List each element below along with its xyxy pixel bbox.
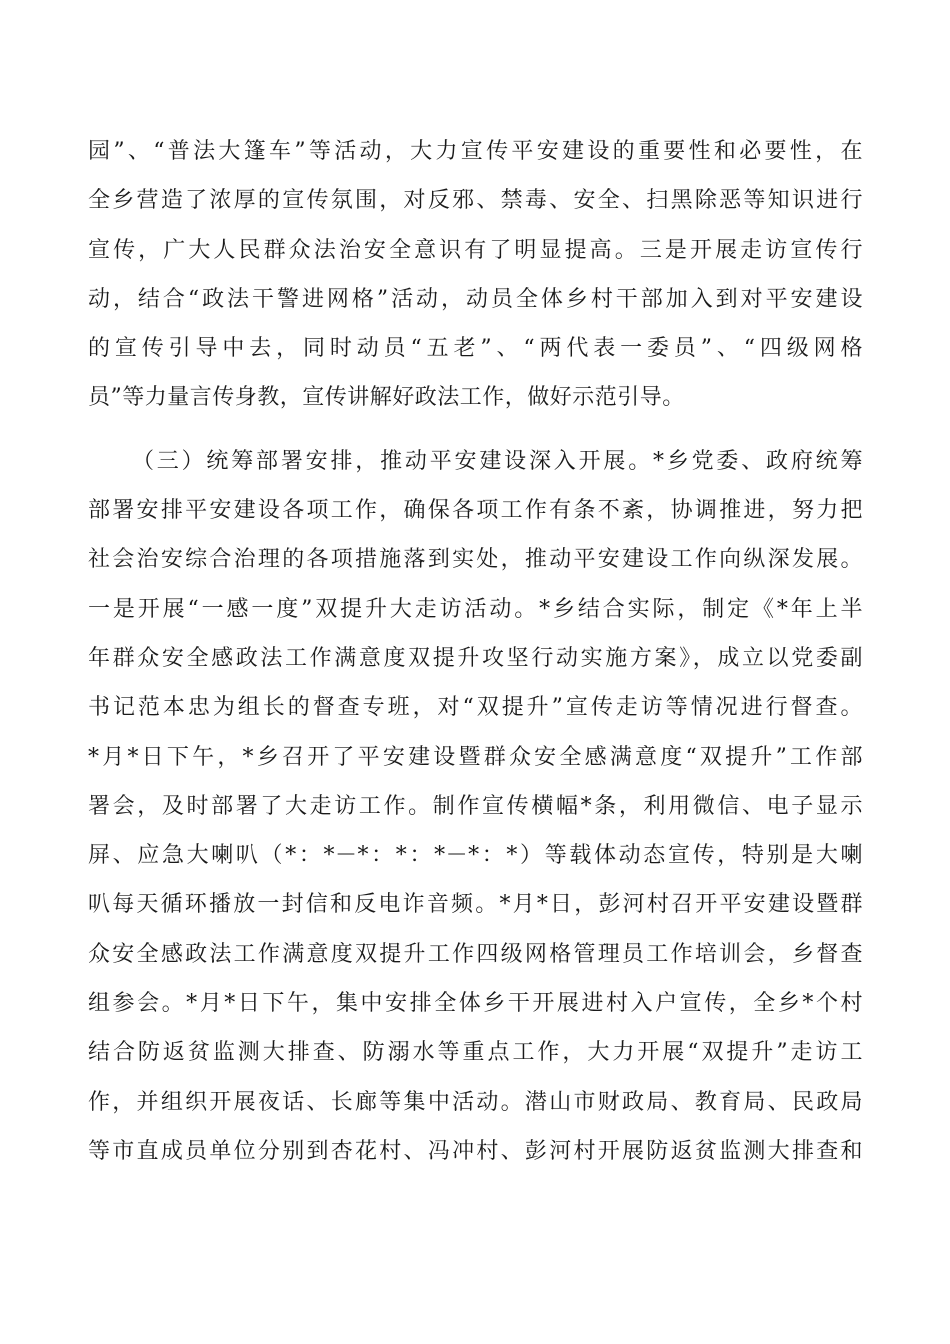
- paragraph-1: [88, 127, 863, 423]
- text-line: *月*日下午，*乡召开了平安建设暨群众安全感满意度“双提升”工作部: [88, 744, 863, 770]
- body-text: [88, 127, 863, 1176]
- text-line: 宣传，广大人民群众法治安全意识有了明显提高。三是开展走访宣传行: [88, 237, 863, 263]
- text-line: 部署安排平安建设各项工作，确保各项工作有条不紊，协调推进，努力把: [88, 498, 863, 524]
- text-line: （三）统筹部署安排，推动平安建设深入开展。*乡党委、政府统筹: [132, 448, 863, 474]
- paragraph-gap: [88, 423, 863, 437]
- text-line: 年群众安全感政法工作满意度双提升攻坚行动实施方案》，成立以党委副: [88, 645, 863, 671]
- text-line: 书记范本忠为组长的督查专班，对“双提升”宣传走访等情况进行督查。: [88, 695, 863, 721]
- paragraph-2: [88, 437, 863, 1176]
- text-line: 的宣传引导中去，同时动员“五老”、“两代表一委员”、“四级网格: [88, 336, 863, 362]
- text-line: 屏、应急大喇叭（*：*－*：*：*－*：*）等载体动态宣传，特别是大喇: [88, 843, 863, 869]
- text-line: 社会治安综合治理的各项措施落到实处，推动平安建设工作向纵深发展。: [88, 547, 863, 573]
- text-line: 全乡营造了浓厚的宣传氛围，对反邪、禁毒、安全、扫黑除恶等知识进行: [88, 188, 863, 214]
- text-line: 作，并组织开展夜话、长廊等集中活动。潜山市财政局、教育局、民政局: [88, 1089, 863, 1115]
- text-line: 园”、“普法大篷车”等活动，大力宣传平安建设的重要性和必要性，在: [88, 139, 863, 164]
- text-line: 组参会。*月*日下午，集中安排全体乡干开展进村入户宣传，全乡*个村: [88, 991, 863, 1017]
- text-line: 署会，及时部署了大走访工作。制作宣传横幅*条，利用微信、电子显示: [88, 793, 863, 819]
- text-line: 动，结合“政法干警进网格”活动，动员全体乡村干部加入到对平安建设: [88, 286, 863, 312]
- text-line: 员”等力量言传身教，宣传讲解好政法工作，做好示范引导。: [88, 385, 685, 411]
- text-line: 一是开展“一感一度”双提升大走访活动。*乡结合实际，制定《*年上半: [88, 596, 863, 622]
- text-line: 众安全感政法工作满意度双提升工作四级网格管理员工作培训会，乡督查: [88, 941, 863, 967]
- text-line: 结合防返贫监测大排查、防溺水等重点工作，大力开展“双提升”走访工: [88, 1040, 863, 1066]
- text-line: 叭每天循环播放一封信和反电诈音频。*月*日，彭河村召开平安建设暨群: [88, 892, 863, 918]
- text-line: 等市直成员单位分别到杏花村、冯冲村、彭河村开展防返贫监测大排查和: [88, 1138, 863, 1164]
